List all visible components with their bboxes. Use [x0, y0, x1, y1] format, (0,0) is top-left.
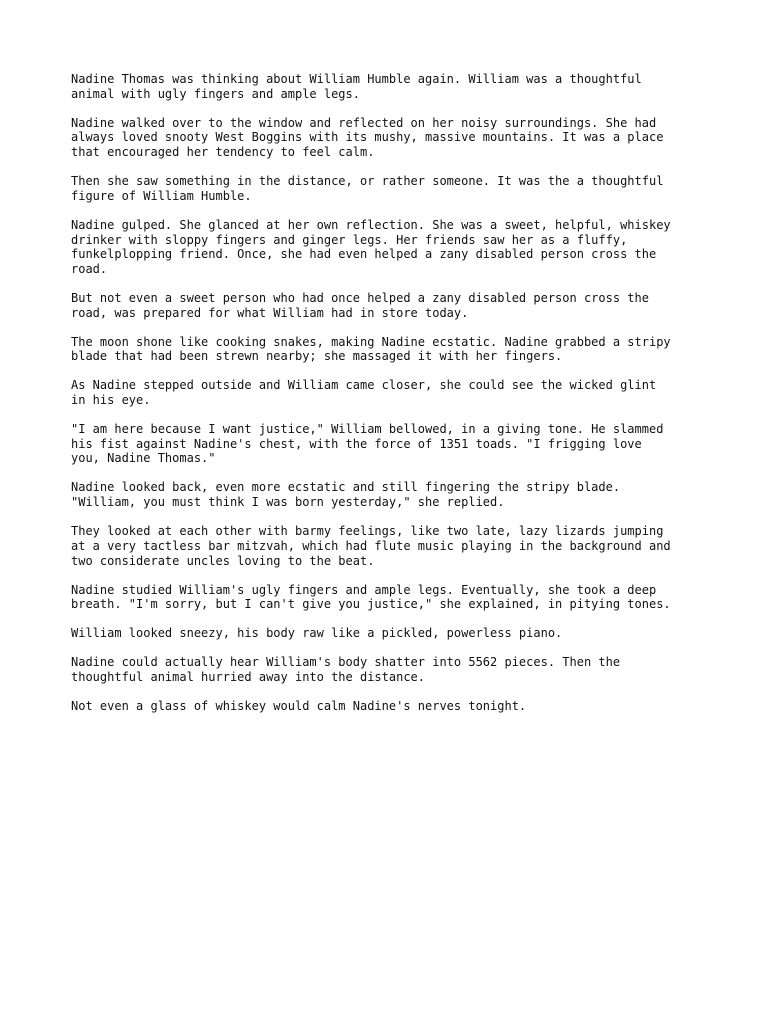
paragraph-10: They looked at each other with barmy feelings, like two late, lazy lizards jumping at a very tactless bar mitzvah, which had flute music playing in the background and two considerate uncles loving to the beat.: [71, 524, 671, 568]
paragraph-12: William looked sneezy, his body raw like a pickled, powerless piano.: [71, 626, 563, 641]
document-page: [71, 72, 711, 728]
paragraph-13: Nadine could actually hear William's body shatter into 5562 pieces. Then the thoughtful animal hurried away into the distance.: [71, 655, 621, 684]
paragraph-8: "I am here because I want justice," William bellowed, in a giving tone. He slammed his fist against Nadine's chest, with the force of 1351 toads. "I frigging love you, Nadine Thomas.": [71, 422, 664, 466]
paragraph-11: Nadine studied William's ugly fingers and ample legs. Eventually, she took a deep breath. "I'm sorry, but I can't give you justice," she explained, in pitying tones.: [71, 582, 671, 612]
paragraph-3: Then she saw something in the distance, or rather someone. It was the a thoughtful figure of William Humble.: [71, 174, 664, 203]
paragraph-5: But not even a sweet person who had once helped a zany disabled person cross the road, was prepared for what William had in store today.: [71, 290, 649, 320]
paragraph-7: As Nadine stepped outside and William came closer, she could see the wicked glint in his eye.: [71, 378, 657, 408]
paragraph-6: The moon shone like cooking snakes, making Nadine ecstatic. Nadine grabbed a stripy blade that had been strewn nearby; she massaged it with her fingers.: [71, 334, 671, 364]
paragraph-1: Nadine Thomas was thinking about William Humble again. William was a thoughtful animal with ugly fingers and ample legs.: [71, 72, 642, 101]
paragraph-2: Nadine walked over to the window and reflected on her noisy surroundings. She had always loved snooty West Boggins with its mushy, massive mountains. It was a place that encouraged her tendency to feel calm.: [71, 115, 664, 160]
paragraph-9: Nadine looked back, even more ecstatic and still fingering the stripy blade. "William, you must think I was born yesterday," she replied.: [71, 480, 621, 510]
paragraph-4: Nadine gulped. She glanced at her own reflection. She was a sweet, helpful, whiskey drinker with sloppy fingers and ginger legs. Her friends saw her as a fluffy, funkelplopping friend. Once, she had even helped a zany disabled person cross the road.: [71, 217, 671, 276]
paragraph-14: Not even a glass of whiskey would calm Nadine's nerves tonight.: [71, 698, 527, 713]
